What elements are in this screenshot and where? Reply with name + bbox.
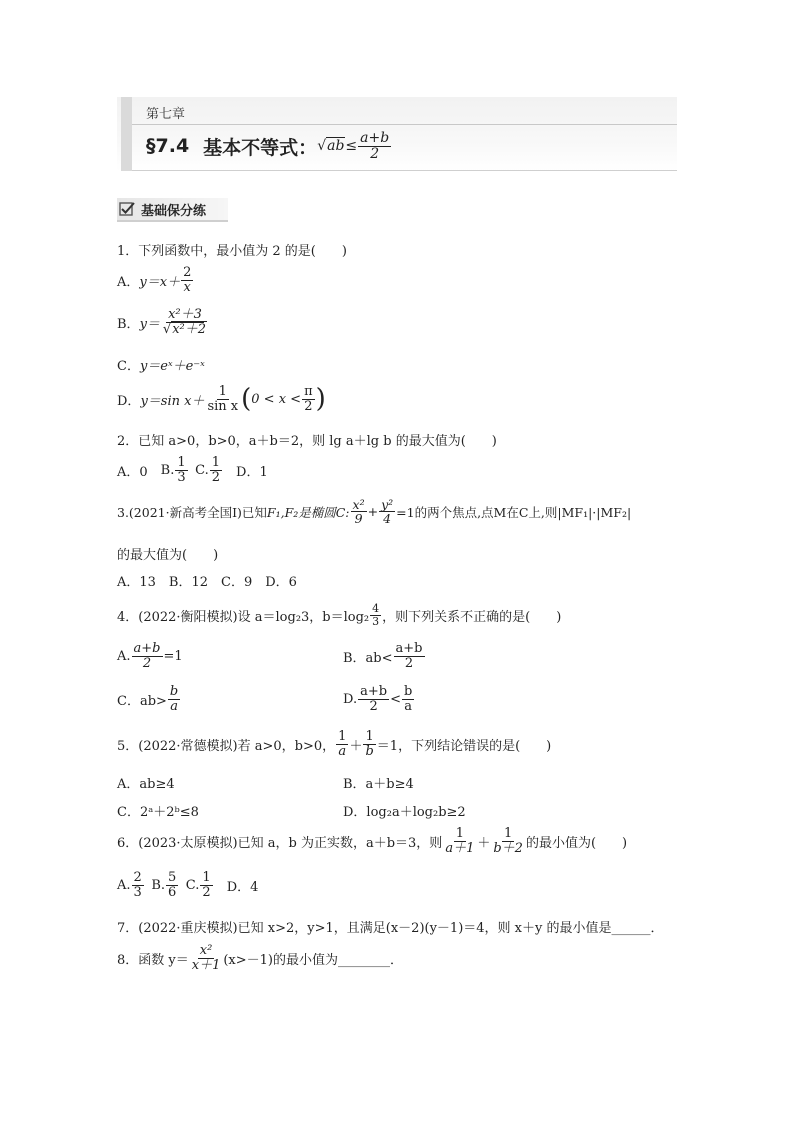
question-6-options: A. $\frac{2}{3}$ B. $\frac{5}{6}$ C. $\frac{1}{2}$ D．4 xyxy=(117,870,259,900)
question-1-option-b: B． y＝ $\frac{\text{x²＋3}}{\text{√x²＋2}}$ xyxy=(117,307,207,337)
question-1-option-a: A． y＝x＋ $\frac{2}{x}$ xyxy=(117,265,192,295)
question-8-stem: 8．函数 y＝ $\frac{\text{x²}}{x+1}$ (x>－1)的最小值为________． xyxy=(117,943,403,973)
question-7-stem: 7．(2022·重庆模拟)已知 x>2，y>1，且满足(x－2)(y－1)＝4，则 x＋y 的最小值是______． xyxy=(117,921,664,936)
question-3-stem-continued: 的最大值为( ) xyxy=(117,548,219,563)
practice-tag-label: 基础保分练 xyxy=(141,203,207,219)
question-2-option-a: A．0 xyxy=(117,464,148,480)
question-2-options: A．0 B. $\frac{1}{3}$ C. $\frac{1}{2}$ D．1 xyxy=(117,455,268,485)
question-1-stem: 1．下列函数中，最小值为 2 的是( ) xyxy=(117,244,347,259)
header-accent-bar xyxy=(121,97,132,171)
question-1-option-c: C． y＝eˣ＋e⁻ˣ xyxy=(117,359,205,374)
question-6-stem: 6．(2023·太原模拟)已知 a，b 为正实数，a＋b＝3，则 $\frac{1}{a+1}$ ＋ $\frac{1}{b+2}$ 的最小值为( ) xyxy=(117,826,628,856)
question-5-option-d: D．log₂a＋log₂b≥2 xyxy=(343,805,466,820)
question-3-options: A．13 B．12 C．9 D．6 xyxy=(117,575,297,590)
question-4-option-c: C．ab> $\frac{b}{a}$ xyxy=(117,684,179,714)
header-divider xyxy=(132,124,677,125)
question-4-option-a: A. $\frac{a+b}{2}$ =1 xyxy=(117,641,183,671)
question-5-option-a: A．ab≥4 xyxy=(117,777,175,792)
section-number: §7.4 xyxy=(146,135,190,158)
chapter-label: 第七章 xyxy=(146,107,186,122)
question-4-stem: 4．(2022·衡阳模拟)设 a＝log₂3，b＝log₂ $\frac{4}{3}$ ，则下列关系不正确的是( ) xyxy=(117,602,562,628)
checkbox-check-icon xyxy=(119,201,135,217)
question-3-stem: 3.(2021·新高考全国Ⅰ)已知 F₁,F₂是椭圆C: $\frac{\text{x²}}{9}$ + $\frac{\text{y²}}{4}$ =1的两个焦点,点M在C上,则|MF₁|·|MF₂| xyxy=(117,497,632,527)
question-5-option-c: C．2ᵃ＋2ᵇ≤8 xyxy=(117,805,199,820)
question-2-stem: 2．已知 a>0，b>0，a＋b＝2，则 lg a＋lg b 的最大值为( ) xyxy=(117,434,497,449)
question-5-stem: 5．(2022·常德模拟)若 a>0，b>0， $\frac{1}{a}$ ＋ $\frac{1}{b}$ ＝1，下列结论错误的是( ) xyxy=(117,729,552,759)
practice-section-tag xyxy=(117,198,228,222)
section-title-text: 基本不等式： xyxy=(203,136,318,159)
question-5-option-b: B．a＋b≥4 xyxy=(343,777,414,792)
question-4-option-d: D. $\frac{a+b}{2}$ < $\frac{b}{a}$ xyxy=(343,684,413,714)
section-formula: √ab≤ $\frac{a+b}{2}$ xyxy=(317,130,390,162)
sqrt-expression: √ab xyxy=(317,138,345,155)
question-4-option-b: B．ab< $\frac{a+b}{2}$ xyxy=(343,641,423,671)
question-2-option-d: D．1 xyxy=(236,464,268,480)
section-title xyxy=(146,131,392,161)
header-bottom-rule xyxy=(132,170,677,171)
question-1-option-d: D． y＝sin x＋ $\frac{1}{\text{sin x}}$ ( 0 < x < $\frac{\pi}{2}$ ) xyxy=(117,383,326,414)
